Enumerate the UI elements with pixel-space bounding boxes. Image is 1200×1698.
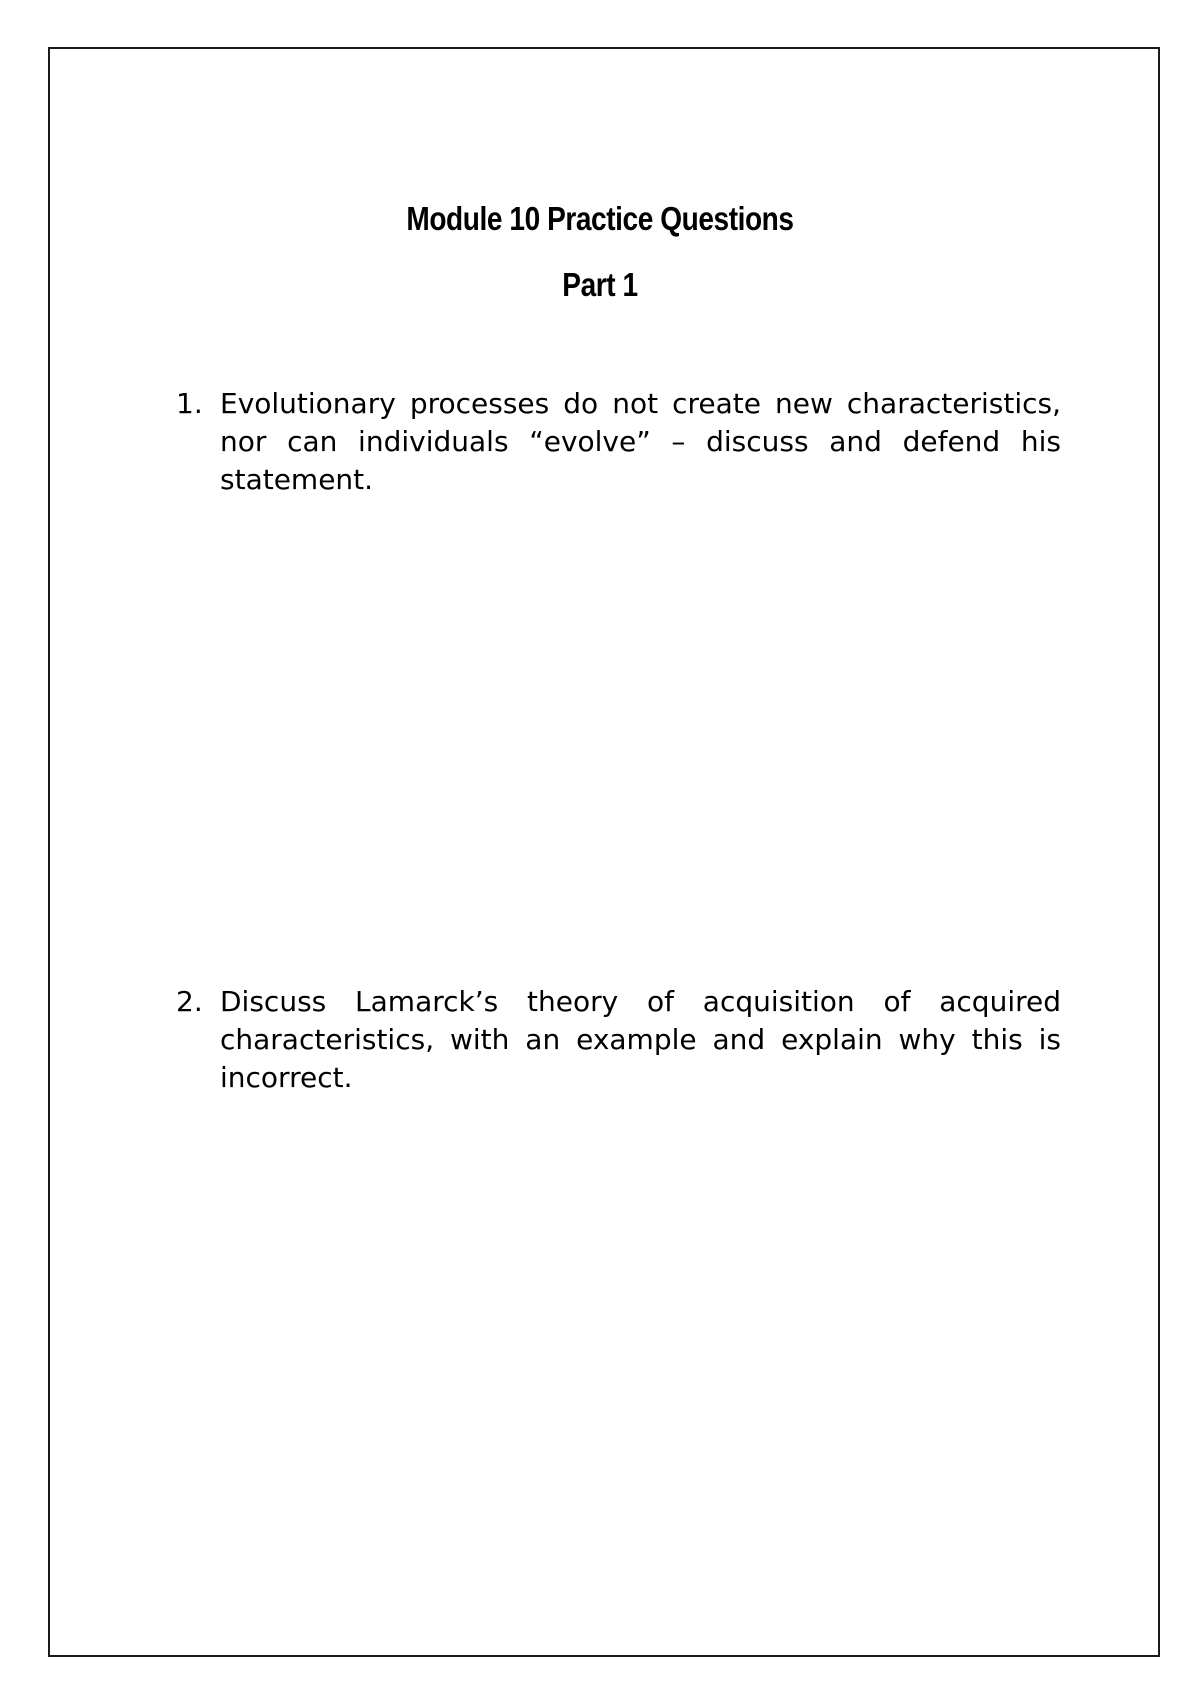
part-heading: Part 1: [562, 266, 638, 303]
question-item: [176, 983, 1061, 1097]
document-title: Module 10 Practice Questions: [406, 200, 794, 237]
question-item: [176, 385, 1061, 499]
question-number: 1.: [176, 387, 203, 420]
question-number: 2.: [176, 985, 203, 1018]
question-text: Evolutionary processes do not create new characteristics, nor can individuals “evolve” – discuss and defend his statement.: [220, 387, 1061, 496]
question-text: Discuss Lamarck’s theory of acquisition of acquired characteristics, with an example and explain why this is incorrect.: [220, 985, 1061, 1094]
